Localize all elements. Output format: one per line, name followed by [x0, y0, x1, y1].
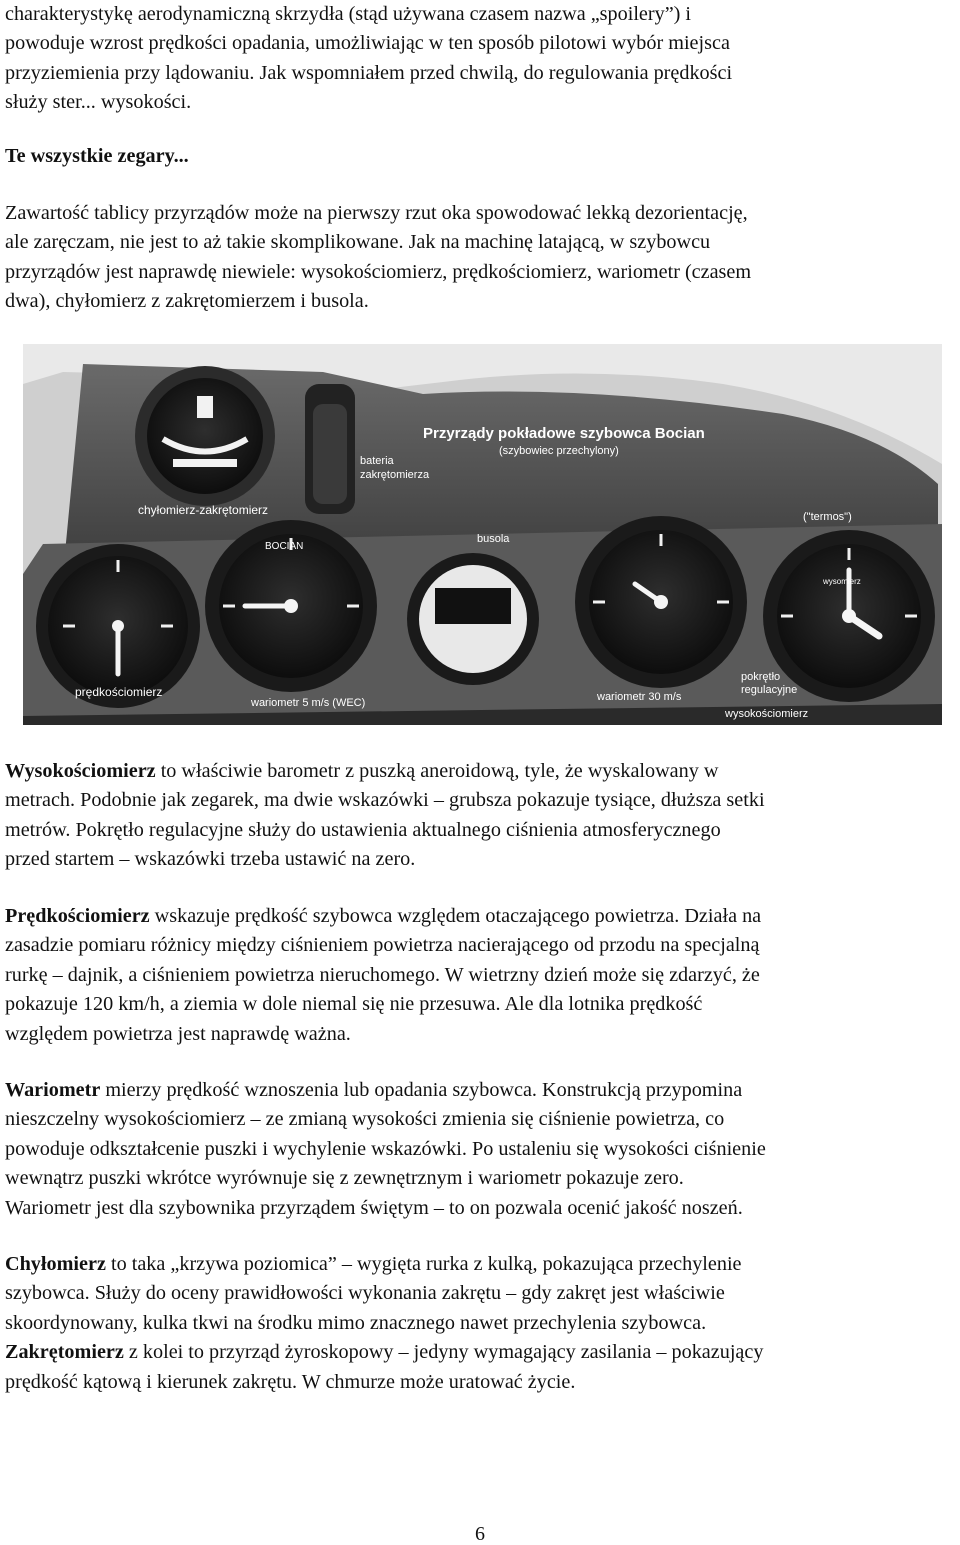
- intro-line: przyziemienia przy lądowaniu. Jak wspomniałem przed chwilą, do regulowania prędkości: [5, 61, 733, 84]
- label-termos: ("termos"): [803, 511, 852, 523]
- label-bateria: bateria: [360, 455, 394, 467]
- paragraph-line: skoordynowany, kulka tkwi na środku mimo znacznego nawet przechylenia szybowca.: [5, 1311, 707, 1334]
- paragraph-line: przyrządów jest naprawdę niewiele: wysokościomierz, prędkościomierz, wariometr (czasem: [5, 260, 752, 283]
- label-chylomierz: chyłomierz-zakrętomierz: [138, 503, 269, 517]
- paragraph-line: ale zaręczam, nie jest to aż takie skomplikowane. Jak na machinę latającą, w szybowcu: [5, 231, 711, 254]
- paragraph-line: dwa), chyłomierz z zakrętomierzem i busola.: [5, 290, 369, 313]
- intro-line: służy ster... wysokości.: [5, 91, 192, 114]
- paragraph-line: Prędkościomierz wskazuje prędkość szybowca względem otaczającego powietrza. Działa na: [5, 905, 762, 927]
- instrument-panel-photo: [23, 344, 942, 725]
- instrument-panel-illustration: [23, 344, 942, 725]
- label-wariometr-5: wariometr 5 m/s (WEC): [251, 697, 366, 709]
- paragraph-line: Zawartość tablicy przyrządów może na pierwszy rzut oka spowodować lekką dezorientację,: [5, 202, 748, 224]
- altimeter-paragraph: [5, 757, 955, 875]
- paragraph-line: Zakrętomierz z kolei to przyrząd żyroskopowy – jedyny wymagający zasilania – pokazujący: [5, 1341, 764, 1364]
- paragraph-line: Wysokościomierz to właściwie barometr z puszką aneroidową, tyle, że wyskalowany w: [5, 760, 719, 782]
- dial-text-wysomierz: wysomierz: [823, 577, 861, 586]
- label-pokretlo: pokrętło: [741, 671, 781, 683]
- paragraph-line: przed startem – wskazówki trzeba ustawić na zero.: [5, 848, 416, 871]
- instruments-intro-paragraph: [5, 199, 955, 317]
- photo-subtitle: (szybowiec przechylony): [499, 445, 619, 457]
- paragraph-line: wewnątrz puszki wkrótce wyrównuje się z zewnętrznym i wariometr pokazuje zero.: [5, 1167, 684, 1190]
- paragraph-line: powoduje odkształcenie puszki i wychylenie wskazówki. Po ustaleniu się wysokości ciśnienie: [5, 1137, 766, 1160]
- variometer-paragraph: [5, 1076, 955, 1223]
- paragraph-line: Wariometr mierzy prędkość wznoszenia lub opadania szybowca. Konstrukcją przypomina: [5, 1079, 743, 1101]
- inclinometer-paragraph: [5, 1250, 955, 1397]
- label-busola: busola: [477, 533, 510, 545]
- paragraph-line: szybowca. Służy do oceny prawidłowości wykonania zakrętu – gdy zakręt jest właściwie: [5, 1282, 725, 1305]
- paragraph-line: Wariometr jest dla szybownika przyrządem świętym – to on pozwala ocenić jakość noszeń.: [5, 1196, 743, 1219]
- paragraph-line: nieszczelny wysokościomierz – ze zmianą wysokości zmienia się ciśnienie powietrza, co: [5, 1108, 725, 1131]
- label-regulacyjne: regulacyjne: [741, 684, 798, 696]
- term-zakretomierz: Zakrętomierz: [5, 1341, 124, 1364]
- paragraph-line: względem powietrza jest naprawdę ważna.: [5, 1022, 351, 1045]
- label-predkosciomierz: prędkościomierz: [75, 685, 163, 699]
- intro-line: powoduje wzrost prędkości opadania, umożliwiając w ten sposób pilotowi wybór miejsca: [5, 32, 730, 55]
- term-predkosciomierz: Prędkościomierz: [5, 905, 150, 927]
- intro-line: charakterystykę aerodynamiczną skrzydła (stąd używana czasem nazwa „spoilery”) i: [5, 3, 692, 25]
- paragraph-line: rurkę – dajnik, a ciśnieniem powietrza nieruchomego. W wietrzny dzień może się zdarzyć, że: [5, 963, 760, 986]
- paragraph-line: metrach. Podobnie jak zegarek, ma dwie wskazówki – grubsza pokazuje tysiące, dłuższa setki: [5, 789, 765, 812]
- section-heading: Te wszystkie zegary...: [5, 145, 189, 167]
- label-zakretomierza: zakrętomierza: [360, 469, 430, 481]
- paragraph-line: metrów. Pokrętło regulacyjne służy do ustawienia aktualnego ciśnienia atmosferycznego: [5, 818, 721, 841]
- label-wariometr-30: wariometr 30 m/s: [597, 691, 682, 703]
- paragraph-line: Chyłomierz to taka „krzywa poziomica” – wygięta rurka z kulką, pokazująca przechylenie: [5, 1253, 742, 1275]
- page-number: 6: [475, 1523, 485, 1545]
- paragraph-line: zasadzie pomiaru różnicy między ciśnieniem powietrza nacierającego od przodu na specjalną: [5, 934, 760, 957]
- paragraph-line: pokazuje 120 km/h, a ziemia w dole niemal się nie przesuwa. Ale dla lotnika prędkość: [5, 993, 703, 1016]
- photo-title: Przyrządy pokładowe szybowca Bocian: [423, 425, 705, 442]
- label-wysokosciomierz: wysokościomierz: [725, 708, 809, 720]
- airspeed-paragraph: [5, 902, 955, 1049]
- intro-paragraph: [5, 0, 955, 118]
- term-chylomierz: Chyłomierz: [5, 1253, 106, 1275]
- dial-text-bocian: BOCIAN: [265, 541, 304, 552]
- term-wysokosciomierz: Wysokościomierz: [5, 760, 156, 782]
- paragraph-line: prędkość kątową i kierunek zakrętu. W chmurze może uratować życie.: [5, 1370, 576, 1393]
- term-wariometr: Wariometr: [5, 1079, 101, 1101]
